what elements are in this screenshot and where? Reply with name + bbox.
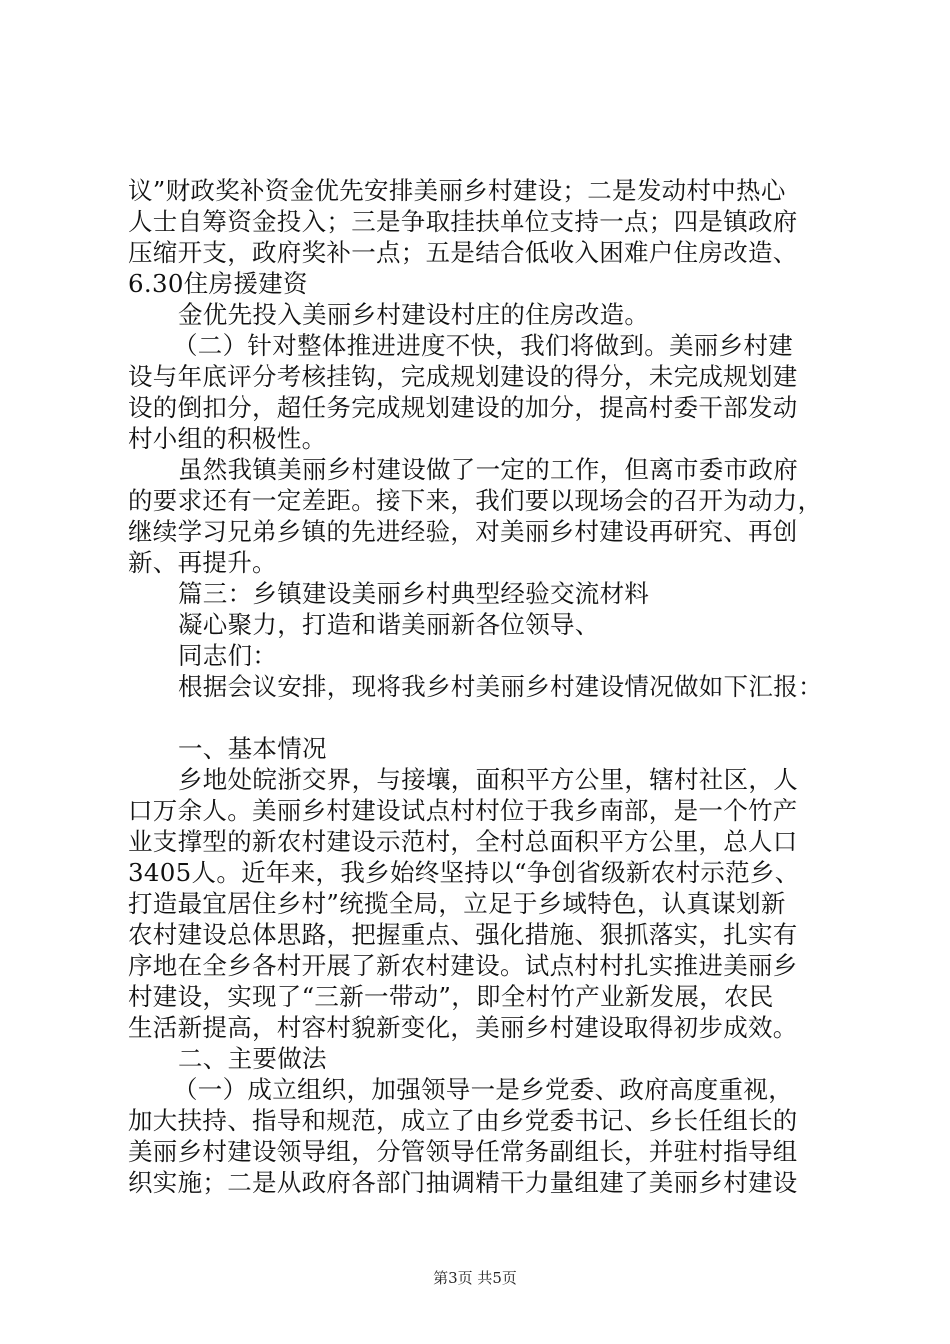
section-heading: 篇三：乡镇建设美丽乡村典型经验交流材料 <box>178 579 650 608</box>
text-line: 金优先投入美丽乡村建设村庄的住房改造。 <box>178 300 650 329</box>
text-line: 口万余人。美丽乡村建设试点村村位于我乡南部，是一个竹产 <box>128 796 798 825</box>
text-line: 美丽乡村建设领导组，分管领导任常务副组长，并驻村指导组 <box>128 1137 798 1166</box>
text-line: 村建设，实现了“三新一带动”，即全村竹产业新发展，农民 <box>128 982 774 1011</box>
page-footer: 第3页 共5页 <box>433 1269 517 1287</box>
text-line: 织实施；二是从政府各部门抽调精干力量组建了美丽乡村建设 <box>128 1168 798 1197</box>
text-line: 设的倒扣分，超任务完成规划建设的加分，提高村委干部发动 <box>128 393 798 422</box>
text-line: 压缩开支，政府奖补一点；五是结合低收入困难户住房改造、 <box>128 238 798 267</box>
section-heading: 一、基本情况 <box>178 734 327 763</box>
text-line: 序地在全乡各村开展了新农村建设。试点村村扎实推进美丽乡 <box>128 951 798 980</box>
text-line: 生活新提高，村容村貌新变化，美丽乡村建设取得初步成效。 <box>128 1013 798 1042</box>
text-line: 乡地处皖浙交界，与接壤，面积平方公里，辖村社区，人 <box>178 765 798 794</box>
text-line: 村小组的积极性。 <box>128 424 327 453</box>
section-heading: 二、主要做法 <box>178 1044 327 1073</box>
text-line: 打造最宜居住乡村”统揽全局，立足于乡域特色，认真谋划新 <box>128 889 786 918</box>
text-line: 业支撑型的新农村建设示范村，全村总面积平方公里，总人口 <box>128 827 798 856</box>
text-line: 凝心聚力，打造和谐美丽新各位领导、 <box>178 610 600 639</box>
text-line: 新、再提升。 <box>128 548 277 577</box>
text-line: （一）成立组织，加强领导一是乡党委、政府高度重视， <box>173 1075 793 1104</box>
text-line: 6.30住房援建资 <box>128 269 308 298</box>
text-line: 虽然我镇美丽乡村建设做了一定的工作，但离市委市政府 <box>178 455 798 484</box>
text-line: 3405人。近年来，我乡始终坚持以“争创省级新农村示范乡、 <box>128 858 800 887</box>
text-line: 议”财政奖补资金优先安排美丽乡村建设；二是发动村中热心 <box>128 176 786 205</box>
text-line: （二）针对整体推进进度不快，我们将做到。美丽乡村建 <box>173 331 793 360</box>
text-line: 设与年底评分考核挂钩，完成规划建设的得分，未完成规划建 <box>128 362 798 391</box>
text-line: 继续学习兄弟乡镇的先进经验，对美丽乡村建设再研究、再创 <box>128 517 798 546</box>
text-line: 加大扶持、指导和规范，成立了由乡党委书记、乡长任组长的 <box>128 1106 798 1135</box>
text-line: 人士自筹资金投入；三是争取挂扶单位支持一点；四是镇政府 <box>128 207 798 236</box>
text-line: 的要求还有一定差距。接下来，我们要以现场会的召开为动力， <box>128 486 823 515</box>
text-line: 农村建设总体思路，把握重点、强化措施、狠抓落实，扎实有 <box>128 920 798 949</box>
text-line: 同志们： <box>178 641 278 670</box>
text-line: 根据会议安排，现将我乡村美丽乡村建设情况做如下汇报： <box>178 672 823 701</box>
